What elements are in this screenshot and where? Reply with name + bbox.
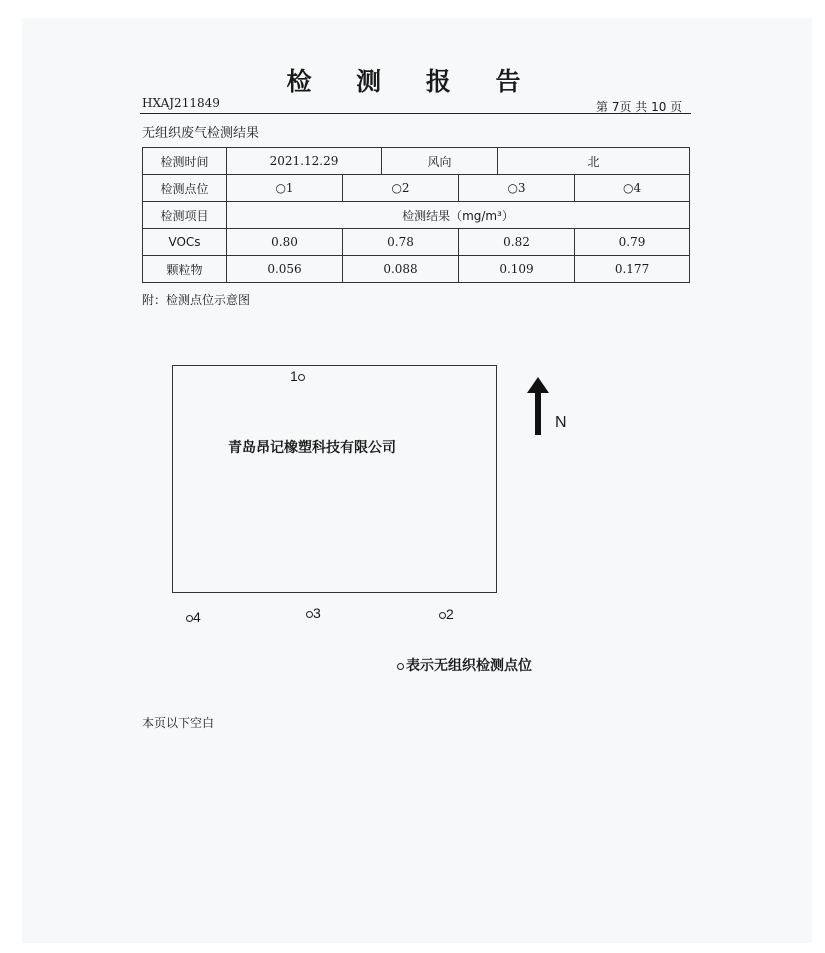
- sample-point-3: [306, 605, 321, 621]
- result-value: 0.80: [227, 229, 343, 256]
- company-name: 青岛昂记橡塑科技有限公司: [228, 440, 396, 456]
- item-name: VOCs: [143, 229, 227, 256]
- label-test-item: 检测项目: [143, 202, 227, 229]
- result-value: 0.056: [227, 256, 343, 283]
- label-test-time: 检测时间: [143, 148, 227, 175]
- appendix-label: 附：检测点位示意图: [142, 293, 251, 307]
- point-number: 2: [446, 606, 454, 622]
- result-value: 0.82: [459, 229, 575, 256]
- point-cell-3: ○3: [459, 175, 575, 202]
- item-name: 颗粒物: [143, 256, 227, 283]
- result-value: 0.088: [343, 256, 459, 283]
- label-test-point: 检测点位: [143, 175, 227, 202]
- sample-point-1: [290, 368, 305, 384]
- page-blank-note: 本页以下空白: [142, 716, 215, 730]
- table-row: [143, 229, 690, 256]
- table-row: [143, 148, 690, 175]
- table-row: [143, 175, 690, 202]
- point-cell-2: ○2: [343, 175, 459, 202]
- result-value: 0.177: [575, 256, 690, 283]
- site-boundary: [172, 365, 497, 593]
- diagram-legend: [397, 655, 532, 675]
- legend-text: 表示无组织检测点位: [406, 658, 532, 674]
- section-title: 无组织废气检测结果: [142, 126, 260, 141]
- point-marker-icon: [306, 611, 313, 618]
- point-marker-icon: [397, 663, 404, 670]
- report-number: HXAJ211849: [142, 96, 220, 110]
- point-marker-icon: [298, 374, 305, 381]
- wind-direction-label: 风向: [382, 148, 498, 175]
- table-row: [143, 202, 690, 229]
- result-value: 0.78: [343, 229, 459, 256]
- table-row: [143, 256, 690, 283]
- point-cell-1: ○1: [227, 175, 343, 202]
- test-date: 2021.12.29: [227, 148, 382, 175]
- point-number: 1: [290, 368, 298, 384]
- results-table: [142, 147, 690, 283]
- north-label: N: [555, 414, 567, 431]
- point-marker-icon: [439, 612, 446, 619]
- header-rule: [140, 113, 691, 114]
- result-header: 检测结果（mg/m³）: [227, 202, 690, 229]
- wind-direction-value: 北: [498, 148, 690, 175]
- report-title: 检 测 报 告: [286, 67, 539, 96]
- result-value: 0.109: [459, 256, 575, 283]
- page-info: 第 7页 共 10 页: [596, 100, 683, 114]
- point-cell-4: ○4: [575, 175, 690, 202]
- result-value: 0.79: [575, 229, 690, 256]
- north-arrow-icon: [527, 377, 549, 435]
- sample-point-4: [186, 609, 201, 625]
- point-number: 4: [193, 609, 201, 625]
- point-marker-icon: [186, 615, 193, 622]
- point-number: 3: [313, 605, 321, 621]
- sample-point-2: [439, 606, 454, 622]
